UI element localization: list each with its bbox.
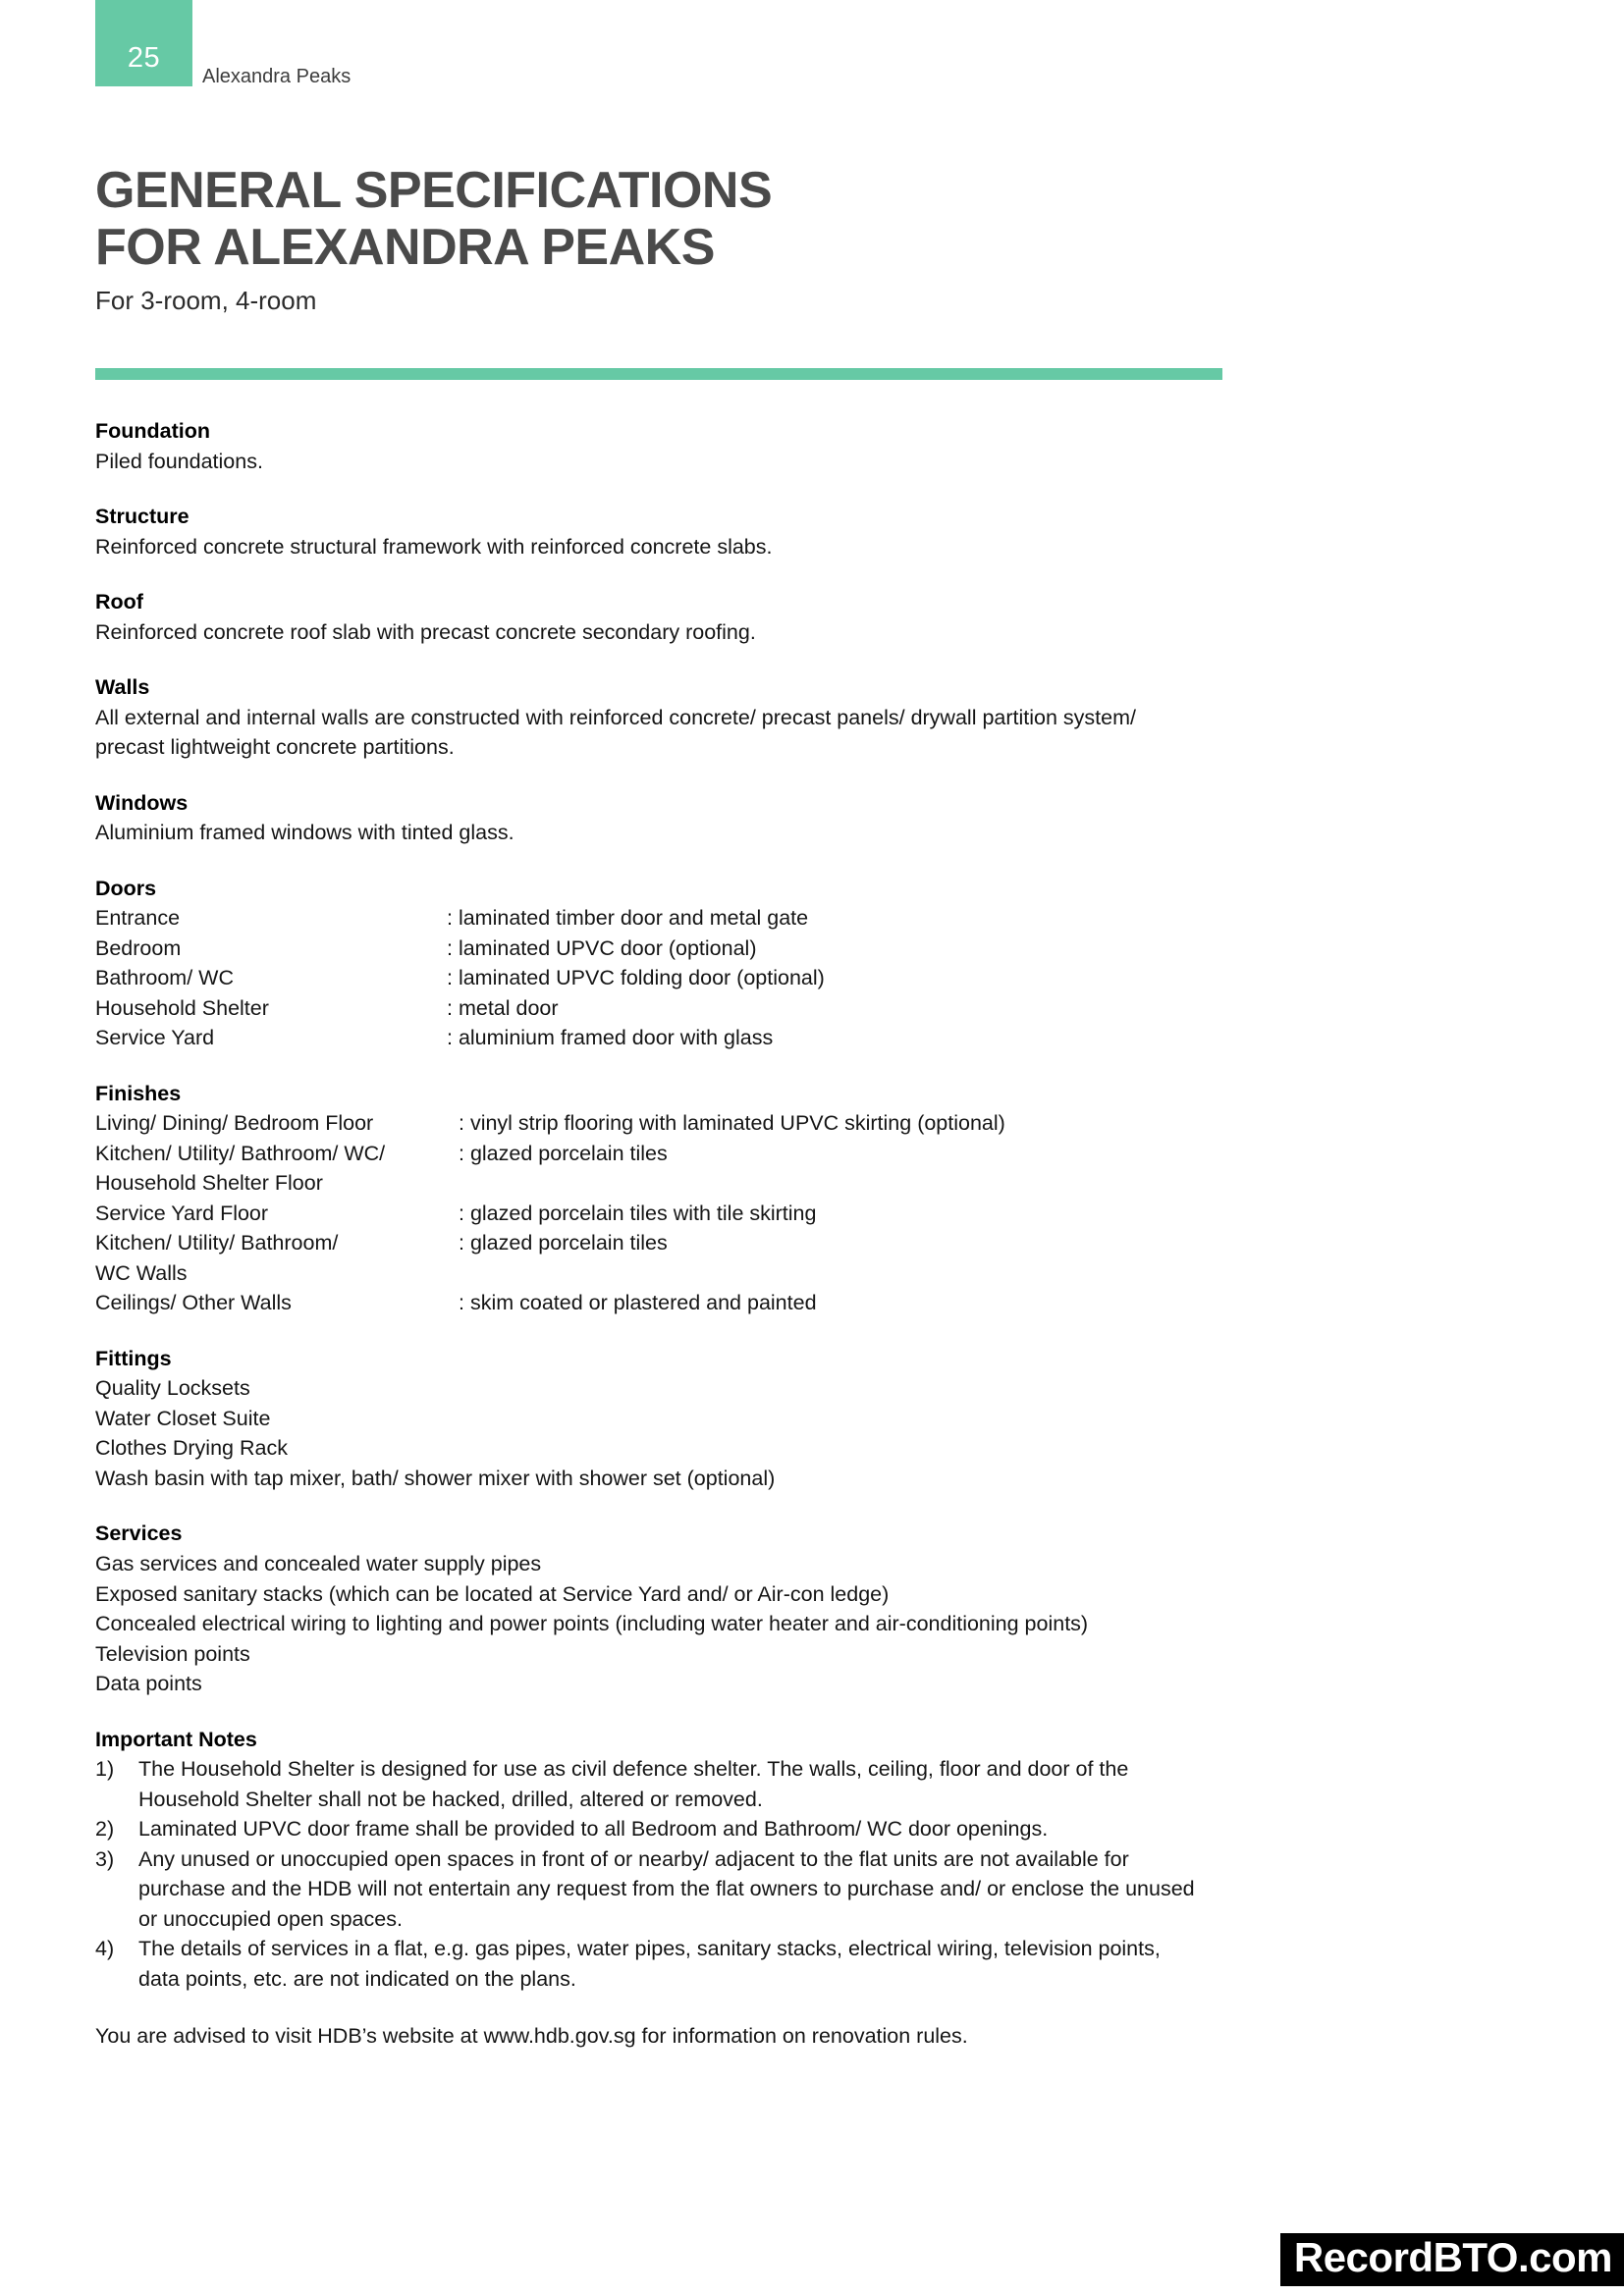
closing-statement: You are advised to visit HDB’s website at www.hdb.gov.sg for information on renovation rules. <box>95 2024 968 2049</box>
page-title-line-1: GENERAL SPECIFICATIONS <box>95 162 773 219</box>
services-line-3: Concealed electrical wiring to lighting and power points (including water heater and air-conditioning points) <box>95 1612 1089 1636</box>
note-item <box>95 1844 1489 1935</box>
page-subtitle: For 3-room, 4-room <box>95 286 317 316</box>
section-heading-doors: Doors <box>95 876 157 900</box>
page-title-line-2: FOR ALEXANDRA PEAKS <box>95 219 715 277</box>
foundation-line-1: Piled foundations. <box>95 449 263 473</box>
section-structure <box>95 502 1489 561</box>
finishes-row <box>95 1228 1489 1258</box>
section-heading-fittings: Fittings <box>95 1346 172 1370</box>
doors-label: Entrance <box>95 906 181 931</box>
finishes-row <box>95 1139 1489 1169</box>
doors-label: Bedroom <box>95 935 182 960</box>
services-line-5: Data points <box>95 1672 202 1696</box>
note-text <box>138 1754 1489 1814</box>
header-project-name: Alexandra Peaks <box>202 66 352 87</box>
finishes-row <box>95 1288 1489 1318</box>
title-block <box>95 162 1372 317</box>
note-line: The details of services in a flat, e.g. gas pipes, water pipes, sanitary stacks, electrical wiring, television points, <box>138 1937 1161 1961</box>
services-line-1: Gas services and concealed water supply pipes <box>95 1551 542 1575</box>
doors-label: Bathroom/ WC <box>95 966 234 990</box>
page-title <box>95 162 1372 276</box>
structure-line-1: Reinforced concrete structural framework with reinforced concrete slabs. <box>95 534 773 559</box>
section-heading-walls: Walls <box>95 675 150 700</box>
services-line-4: Television points <box>95 1641 250 1666</box>
finishes-label: Ceilings/ Other Walls <box>95 1291 292 1315</box>
walls-line-1: All external and internal walls are constructed with reinforced concrete/ precast panels/ drywall partition system/ <box>95 705 1136 729</box>
note-line: The Household Shelter is designed for use as civil defence shelter. The walls, ceiling, floor and door of the <box>138 1757 1129 1782</box>
note-line: data points, etc. are not indicated on the plans. <box>138 1966 576 1991</box>
note-line: or unoccupied open spaces. <box>138 1906 403 1931</box>
section-foundation <box>95 416 1489 476</box>
green-divider-rule <box>95 368 1222 380</box>
note-item <box>95 1934 1489 1994</box>
section-important-notes <box>95 1725 1489 1995</box>
section-heading-finishes: Finishes <box>95 1081 182 1105</box>
watermark: RecordBTO.com <box>1280 2233 1624 2286</box>
doors-row <box>95 903 1489 934</box>
note-marker: 3) <box>95 1846 115 1871</box>
doors-value: : laminated UPVC folding door (optional) <box>447 966 825 990</box>
specifications-content <box>95 416 1489 2052</box>
note-text <box>138 1814 1489 1844</box>
finishes-label: Kitchen/ Utility/ Bathroom/ <box>95 1231 339 1255</box>
finishes-value: : skim coated or plastered and painted <box>459 1291 817 1315</box>
finishes-value: : glazed porcelain tiles with tile skirting <box>459 1201 817 1225</box>
finishes-value: : vinyl strip flooring with laminated UPVC skirting (optional) <box>459 1111 1005 1136</box>
section-heading-services: Services <box>95 1522 183 1546</box>
doors-value: : laminated UPVC door (optional) <box>447 935 757 960</box>
note-line: Household Shelter shall not be hacked, drilled, altered or removed. <box>138 1787 763 1811</box>
section-heading-important-notes: Important Notes <box>95 1727 257 1751</box>
section-finishes <box>95 1079 1489 1318</box>
finishes-row <box>95 1108 1489 1139</box>
note-marker: 4) <box>95 1937 115 1961</box>
fittings-line-4: Wash basin with tap mixer, bath/ shower mixer with shower set (optional) <box>95 1466 776 1490</box>
doors-row <box>95 1023 1489 1053</box>
fittings-line-1: Quality Locksets <box>95 1376 250 1401</box>
finishes-value: : glazed porcelain tiles <box>459 1141 668 1165</box>
section-heading-roof: Roof <box>95 590 143 614</box>
finishes-label-continuation: Household Shelter Floor <box>95 1171 323 1196</box>
note-line: Laminated UPVC door frame shall be provided to all Bedroom and Bathroom/ WC door openings. <box>138 1817 1049 1842</box>
note-marker: 2) <box>95 1817 115 1842</box>
section-services <box>95 1519 1489 1698</box>
doors-row <box>95 993 1489 1024</box>
finishes-label: Living/ Dining/ Bedroom Floor <box>95 1111 374 1136</box>
windows-line-1: Aluminium framed windows with tinted glass. <box>95 821 514 845</box>
section-heading-foundation: Foundation <box>95 419 211 443</box>
doors-label: Household Shelter <box>95 995 269 1020</box>
finishes-value: : glazed porcelain tiles <box>459 1231 668 1255</box>
page-number: 25 <box>127 42 161 74</box>
finishes-row <box>95 1199 1489 1229</box>
doors-value: : aluminium framed door with glass <box>447 1026 774 1050</box>
finishes-label-continuation: WC Walls <box>95 1260 188 1285</box>
walls-line-2: precast lightweight concrete partitions. <box>95 735 455 760</box>
finishes-label: Service Yard Floor <box>95 1201 269 1225</box>
page-header <box>0 0 1624 108</box>
fittings-line-2: Water Closet Suite <box>95 1406 271 1430</box>
note-line: purchase and the HDB will not entertain any request from the flat owners to purchase and/ or enclose the unused <box>138 1877 1195 1901</box>
section-fittings <box>95 1344 1489 1494</box>
doors-row <box>95 963 1489 993</box>
roof-line-1: Reinforced concrete roof slab with precast concrete secondary roofing. <box>95 619 756 644</box>
note-text <box>138 1934 1489 1994</box>
note-marker: 1) <box>95 1757 115 1782</box>
note-item <box>95 1814 1489 1844</box>
note-text <box>138 1844 1489 1935</box>
page-number-block <box>95 0 192 86</box>
note-line: Any unused or unoccupied open spaces in front of or nearby/ adjacent to the flat units are not available for <box>138 1846 1129 1871</box>
doors-value: : metal door <box>447 995 559 1020</box>
services-line-2: Exposed sanitary stacks (which can be located at Service Yard and/ or Air-con ledge) <box>95 1581 890 1606</box>
section-walls <box>95 672 1489 763</box>
doors-row <box>95 934 1489 964</box>
section-heading-windows: Windows <box>95 790 189 815</box>
section-doors <box>95 874 1489 1053</box>
finishes-label: Kitchen/ Utility/ Bathroom/ WC/ <box>95 1141 386 1165</box>
doors-value: : laminated timber door and metal gate <box>447 906 809 931</box>
note-item <box>95 1754 1489 1814</box>
section-heading-structure: Structure <box>95 505 189 529</box>
section-roof <box>95 587 1489 647</box>
doors-label: Service Yard <box>95 1026 215 1050</box>
fittings-line-3: Clothes Drying Rack <box>95 1436 288 1461</box>
section-windows <box>95 788 1489 848</box>
